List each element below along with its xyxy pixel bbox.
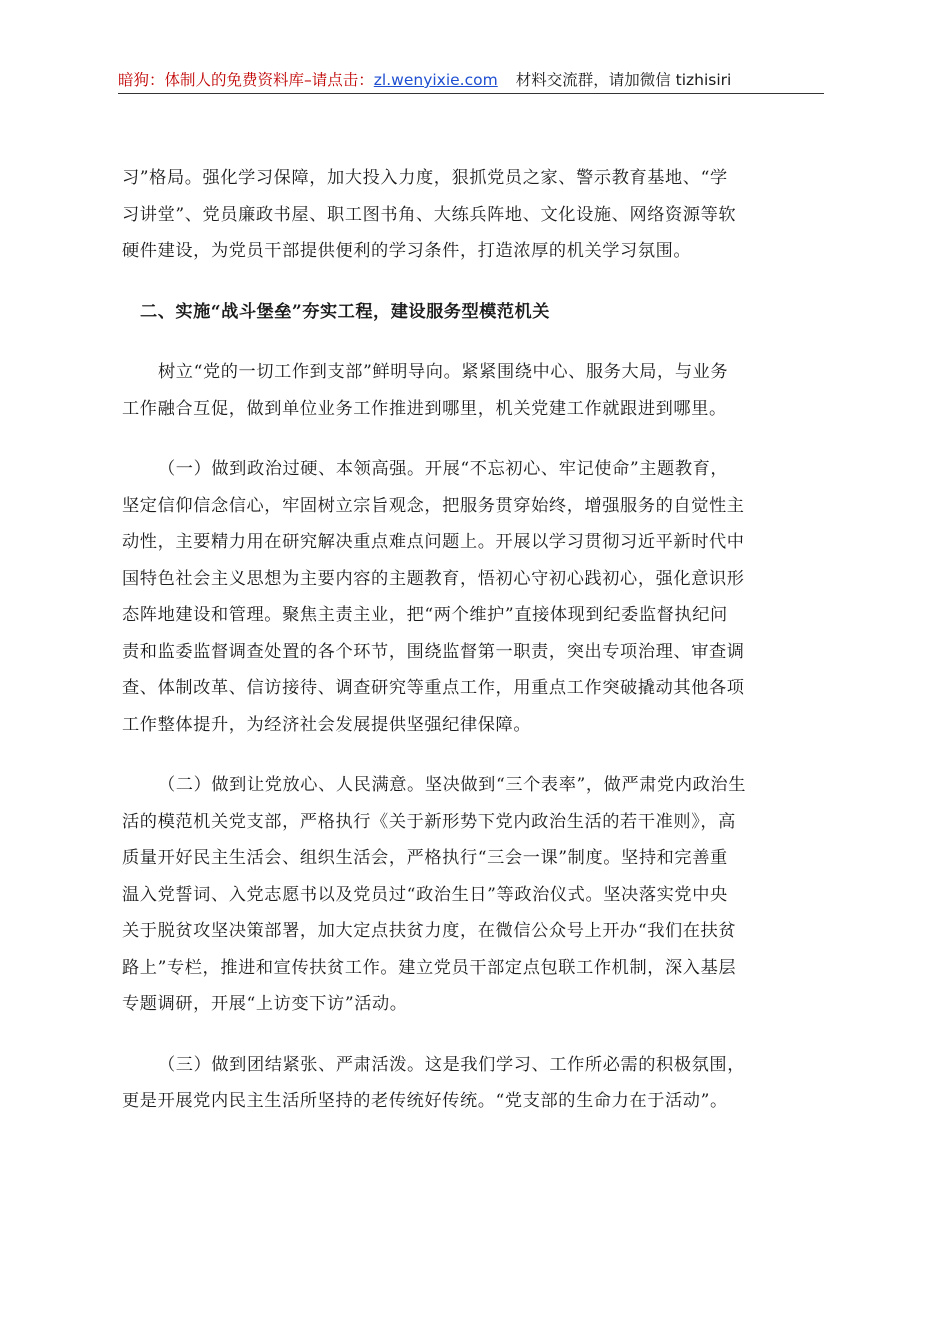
header-brand: 暗狗：体制人的免费资料库 [118,71,305,89]
paragraph-item-2 [122,767,822,1023]
text-line: 硬件建设，为党员干部提供便利的学习条件，打造浓厚的机关学习氛围。 [122,241,692,261]
text-line: 专题调研，开展“上访变下访”活动。 [122,994,408,1014]
text-line: 更是开展党内民主生活所坚持的老传统好传统。“党支部的生命力在于活动”。 [122,1091,728,1111]
text-line: 温入党誓词、入党志愿书以及党员过“政治生日”等政治仪式。坚决落实党中央 [122,884,728,905]
text-line: 树立“党的一切工作到支部”鲜明导向。紧紧围绕中心、服务大局，与业务 [158,362,729,382]
paragraph-continued [122,160,822,270]
paragraph-item-1 [122,451,822,743]
text-line: （三）做到团结紧张、严肃活泼。这是我们学习、工作所必需的积极氛围， [158,1054,745,1075]
text-line: （一）做到政治过硬、本领高强。开展“不忘初心、牢记使命”主题教育， [158,459,729,479]
text-line: 国特色社会主义思想为主要内容的主题教育，悟初心守初心践初心，强化意识形 [122,568,745,589]
text-line: 工作融合互促，做到单位业务工作推进到哪里，机关党建工作就跟进到哪里。 [122,398,727,419]
text-line: （二）做到让党放心、人民满意。坚决做到“三个表率”，做严肃党内政治生 [158,775,746,795]
section-heading [122,294,822,331]
text-line: 坚定信仰信念信心，牢固树立宗旨观念，把服务贯穿始终，增强服务的自觉性主 [122,495,745,516]
text-line: 态阵地建设和管理。聚焦主责主业，把“两个维护”直接体现到纪委监督执纪问 [122,605,728,625]
paragraph-intro [122,354,822,427]
text-line: 工作整体提升，为经济社会发展提供坚强纪律保障。 [122,714,532,735]
header-link[interactable]: zl.wenyixie.com [373,71,498,89]
document-body [122,160,822,1120]
text-line: 责和监委监督调查处置的各个环节，围绕监督第一职责，突出专项治理、审查调 [122,641,745,662]
text-line: 关于脱贫攻坚决策部署，加大定点扶贫力度，在微信公众号上开办“我们在扶贫 [122,921,737,941]
page-header [118,68,824,92]
text-line: 习”格局。强化学习保障，加大投入力度，狠抓党员之家、警示教育基地、“学 [122,168,728,188]
text-line: 动性，主要精力用在研究解决重点难点问题上。开展以学习贯彻习近平新时代中 [122,532,745,552]
header-group-info: 材料交流群，请加微信 tizhisiri [515,71,732,89]
text-line: 路上”专栏，推进和宣传扶贫工作。建立党员干部定点包联工作机制，深入基层 [122,957,737,978]
header-rule [118,93,824,94]
text-line: 查、体制改革、信访接待、调查研究等重点工作，用重点工作突破撬动其他各项 [122,678,745,698]
text-line: 习讲堂”、党员廉政书屋、职工图书角、大练兵阵地、文化设施、网络资源等软 [122,204,737,225]
heading-line: 二、实施“战斗堡垒”夯实工程，建设服务型模范机关 [140,301,550,322]
paragraph-item-3 [122,1047,822,1120]
text-line: 质量开好民主生活会、组织生活会，严格执行“三会一课”制度。坚持和完善重 [122,848,728,868]
text-line: 活的模范机关党支部，严格执行《关于新形势下党内政治生活的若干准则》，高 [122,811,736,832]
header-prompt: –请点击： [304,71,374,89]
